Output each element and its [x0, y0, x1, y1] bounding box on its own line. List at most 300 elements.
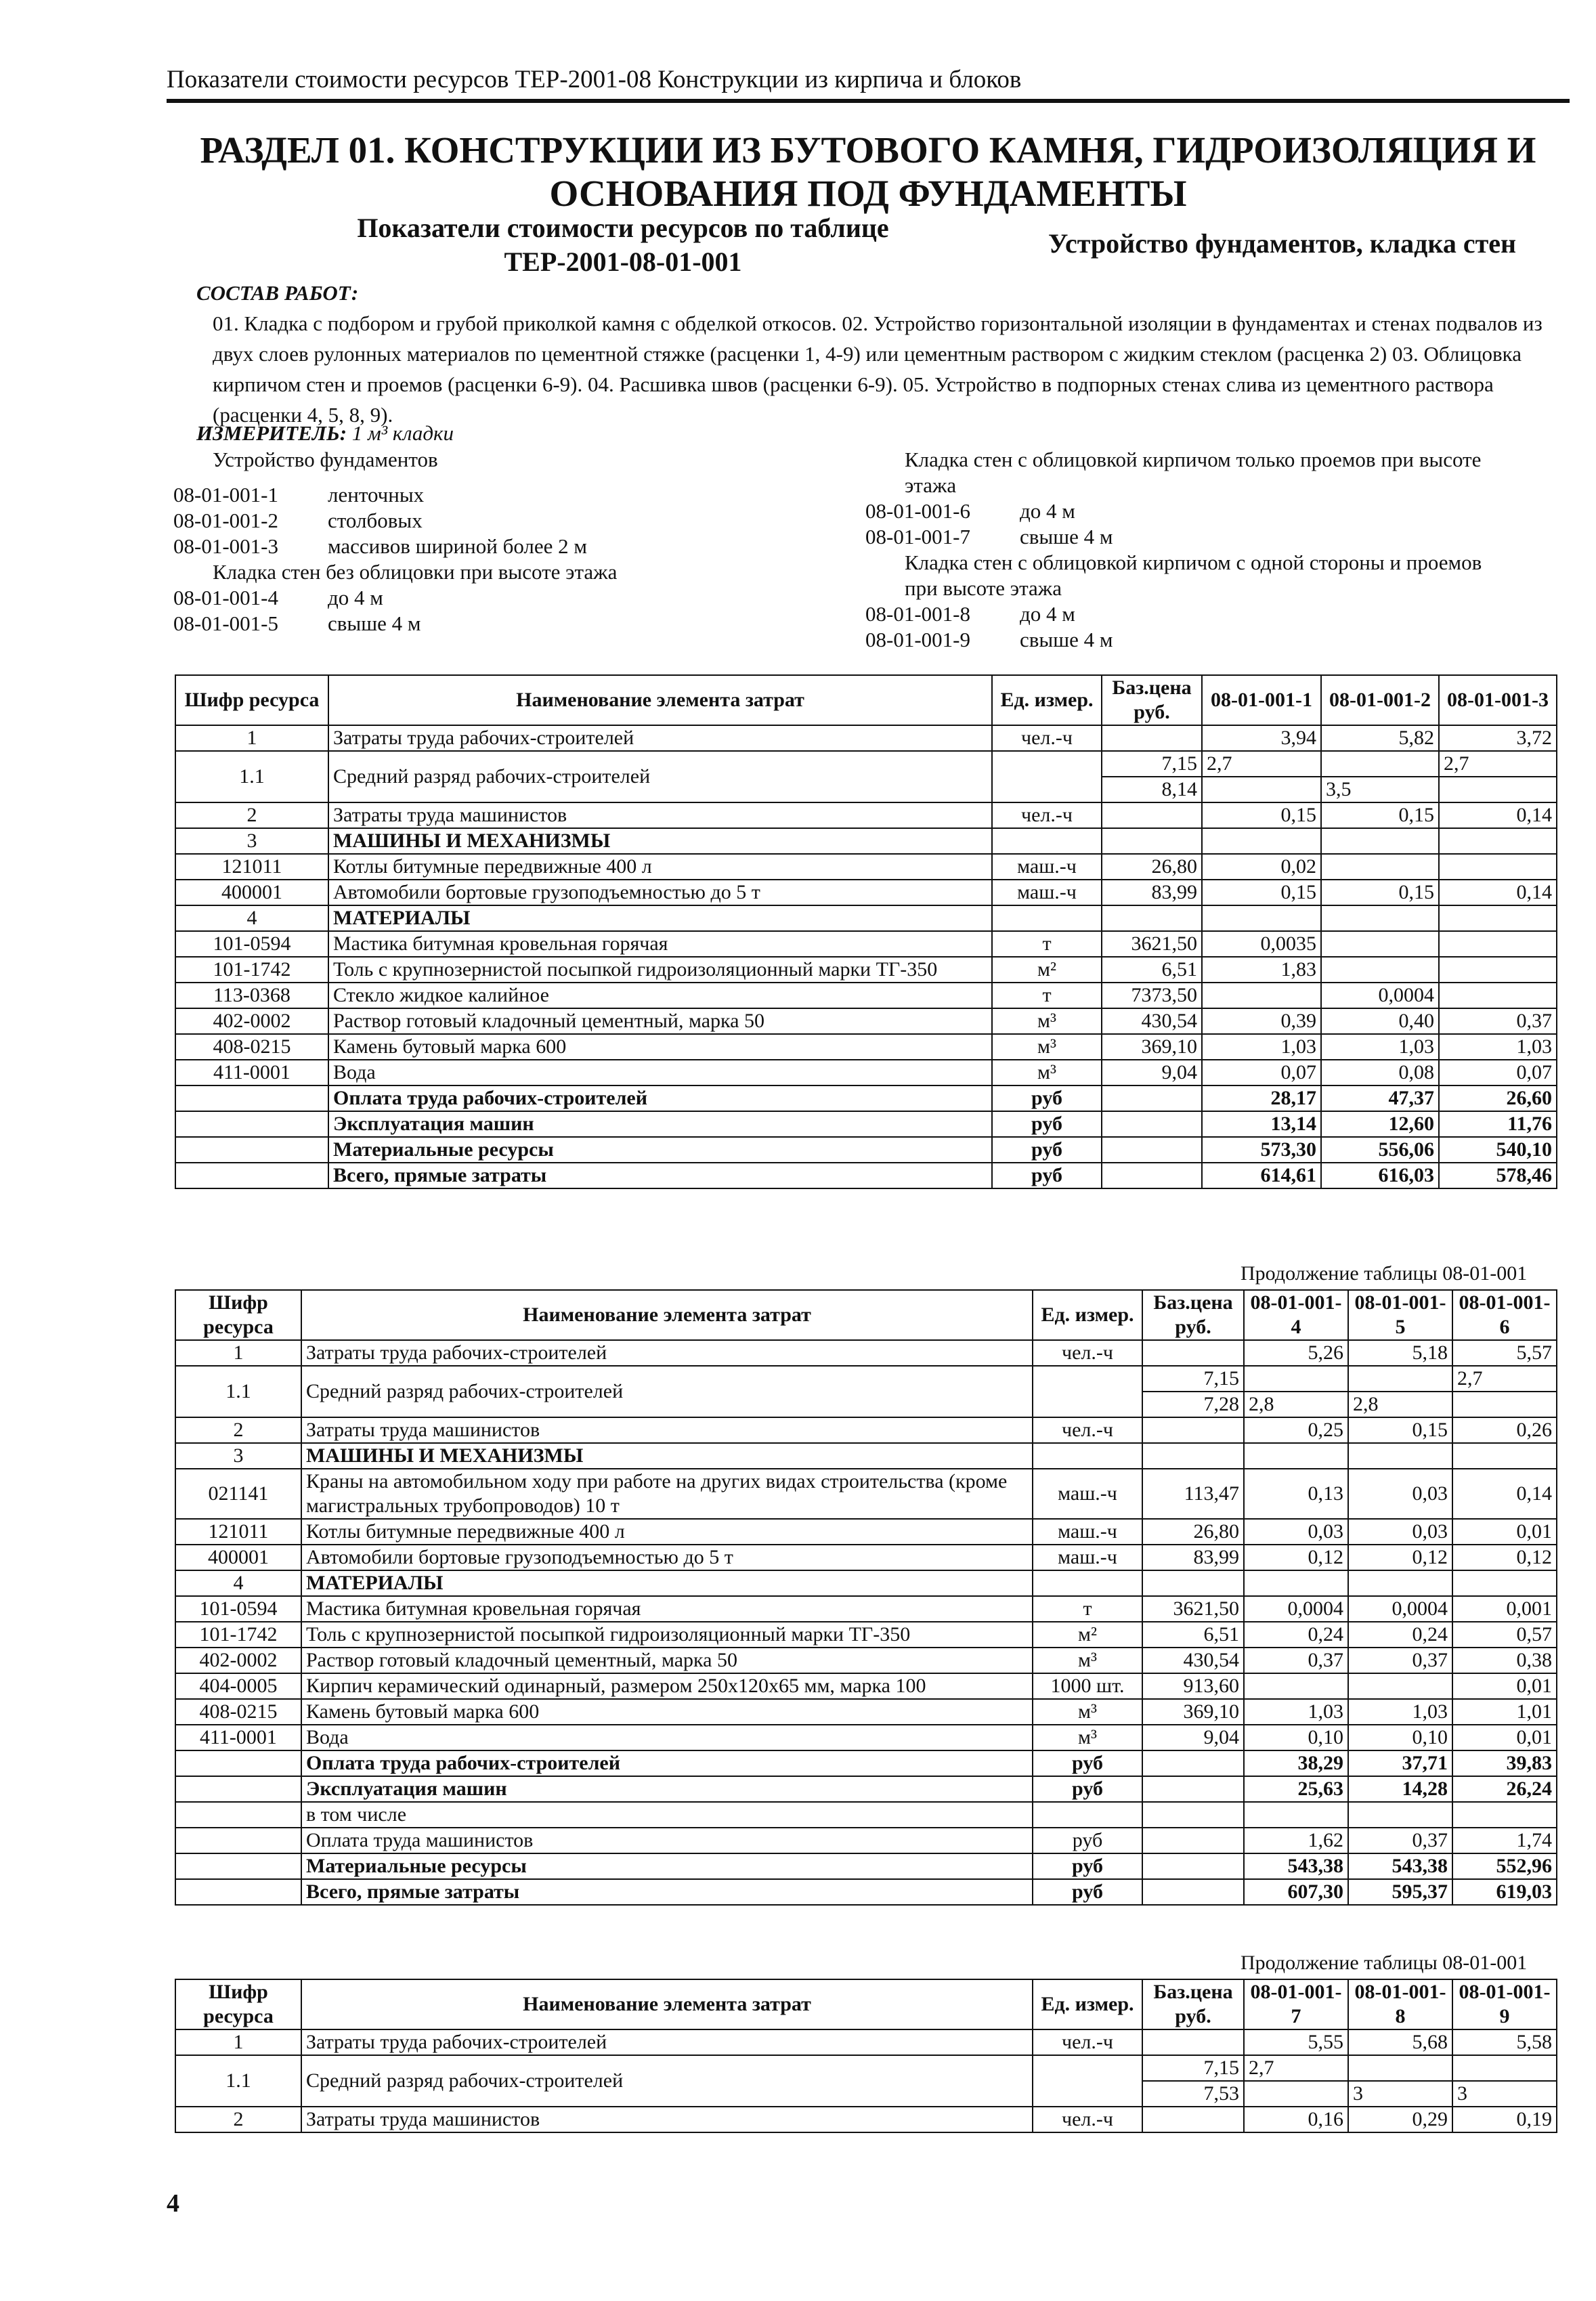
rate-value: 556,06	[1321, 1137, 1439, 1163]
base-price	[1142, 2107, 1244, 2132]
resource-unit: т	[992, 931, 1102, 957]
resource-code: 404-0005	[175, 1673, 301, 1699]
resource-name: Средний разряд рабочих-строителей	[301, 1366, 1033, 1417]
rate-code: 08-01-001-1	[173, 483, 278, 507]
table-row	[175, 1469, 1557, 1519]
resource-unit: т	[992, 983, 1102, 1008]
rate-value: 0,03	[1348, 1469, 1452, 1519]
base-price	[1142, 2029, 1244, 2055]
total-row	[175, 1163, 1557, 1188]
resource-unit: маш.-ч	[1033, 1545, 1142, 1570]
col-header-rate: 08-01-001-3	[1439, 675, 1557, 725]
rate-value: 1,74	[1452, 1828, 1557, 1853]
empty-cell	[1439, 905, 1557, 931]
resource-code: 101-1742	[175, 957, 328, 983]
table-row	[175, 725, 1557, 751]
rate-value: 0,15	[1321, 802, 1439, 828]
col-header-unit: Ед. измер.	[1033, 1290, 1142, 1340]
rate-value: 47,37	[1321, 1085, 1439, 1111]
rate-value: 0,15	[1202, 880, 1321, 905]
rate-value	[1439, 931, 1557, 957]
table-row	[175, 854, 1557, 880]
resource-name: Затраты труда машинистов	[301, 1417, 1033, 1443]
rate-value: 614,61	[1202, 1163, 1321, 1188]
rate-value	[1321, 854, 1439, 880]
table-row	[175, 1519, 1557, 1545]
rate-value: 540,10	[1439, 1137, 1557, 1163]
rate-value: 616,03	[1321, 1163, 1439, 1188]
rate-code: 08-01-001-2	[173, 509, 278, 532]
total-row	[175, 1137, 1557, 1163]
base-price	[1142, 1828, 1244, 1853]
rate-value: 5,55	[1244, 2029, 1348, 2055]
base-price: 3621,50	[1142, 1596, 1244, 1622]
rate-item	[173, 534, 850, 559]
resource-unit: м²	[1033, 1622, 1142, 1648]
base-price: 6,51	[1102, 957, 1202, 983]
rate-value: 0,0035	[1202, 931, 1321, 957]
table-row	[175, 1417, 1557, 1443]
table-row	[175, 802, 1557, 828]
rate-value	[1452, 1392, 1557, 1417]
base-price: 7,53	[1142, 2081, 1244, 2107]
col-header-rate: 08-01-001-9	[1452, 1979, 1557, 2029]
resource-name: Средний разряд рабочих-строителей	[328, 751, 992, 802]
rate-value: 0,10	[1244, 1725, 1348, 1750]
base-price	[1142, 1802, 1244, 1828]
resource-name: Стекло жидкое калийное	[328, 983, 992, 1008]
empty-cell	[1439, 828, 1557, 854]
rate-value: 0,12	[1244, 1545, 1348, 1570]
rate-value: 3,94	[1202, 725, 1321, 751]
rate-description: до 4 м	[328, 586, 383, 609]
resource-unit: руб	[1033, 1750, 1142, 1776]
resource-name: Затраты труда рабочих-строителей	[328, 725, 992, 751]
rate-value	[1452, 2055, 1557, 2081]
base-price: 7,15	[1142, 2055, 1244, 2081]
resource-code	[175, 1137, 328, 1163]
table-row	[175, 1648, 1557, 1673]
empty-cell	[1202, 828, 1321, 854]
resource-unit: руб	[992, 1137, 1102, 1163]
empty-cell	[992, 828, 1102, 854]
base-price: 7,28	[1142, 1392, 1244, 1417]
rate-value: 28,17	[1202, 1085, 1321, 1111]
col-header-rate: 08-01-001-8	[1348, 1979, 1452, 2029]
rate-value	[1202, 983, 1321, 1008]
empty-cell	[1244, 1443, 1348, 1469]
base-price	[1142, 1879, 1244, 1905]
resource-code	[175, 1802, 301, 1828]
rate-item	[173, 508, 850, 534]
resource-code: 1.1	[175, 1366, 301, 1417]
rate-value: 1,83	[1202, 957, 1321, 983]
resource-code: 121011	[175, 854, 328, 880]
rate-value: 0,29	[1348, 2107, 1452, 2132]
resource-unit: руб	[1033, 1776, 1142, 1802]
rate-item	[173, 585, 850, 611]
rates-group-header: Кладка стен с облицовкой кирпичом с одной стороны и проемов при высоте этажа	[905, 551, 1482, 600]
rate-code: 08-01-001-5	[173, 611, 278, 635]
col-header-name: Наименование элемента затрат	[301, 1979, 1033, 2029]
col-header-unit: Ед. измер.	[992, 675, 1102, 725]
resource-code	[175, 1828, 301, 1853]
rate-value: 0,01	[1452, 1519, 1557, 1545]
resource-unit: м³	[1033, 1699, 1142, 1725]
resource-unit	[1033, 2055, 1142, 2107]
rate-description: до 4 м	[1020, 602, 1075, 626]
rate-value: 1,62	[1244, 1828, 1348, 1853]
table-row	[175, 1622, 1557, 1648]
total-row	[175, 1853, 1557, 1879]
col-header-code: Шифр ресурса	[175, 675, 328, 725]
rate-value: 26,60	[1439, 1085, 1557, 1111]
resource-name: Мастика битумная кровельная горячая	[301, 1596, 1033, 1622]
rate-value: 0,14	[1439, 880, 1557, 905]
col-header-rate: 08-01-001-5	[1348, 1290, 1452, 1340]
rate-value: 1,03	[1202, 1034, 1321, 1060]
col-header-code: Шифр ресурса	[175, 1290, 301, 1340]
total-row	[175, 1085, 1557, 1111]
rate-value: 0,40	[1321, 1008, 1439, 1034]
rate-value: 619,03	[1452, 1879, 1557, 1905]
rate-value	[1439, 983, 1557, 1008]
resource-code: 408-0215	[175, 1699, 301, 1725]
rate-value: 3,5	[1321, 777, 1439, 802]
base-price: 430,54	[1102, 1008, 1202, 1034]
rate-value: 0,07	[1202, 1060, 1321, 1085]
empty-cell	[1142, 1570, 1244, 1596]
resource-table-1	[175, 674, 1557, 1189]
resource-name: в том числе	[301, 1802, 1033, 1828]
rate-value: 0,07	[1439, 1060, 1557, 1085]
resource-code: 1	[175, 2029, 301, 2055]
rate-description: до 4 м	[1020, 499, 1075, 523]
base-price: 7,15	[1142, 1366, 1244, 1392]
rate-value: 2,7	[1439, 751, 1557, 777]
rate-value: 0,03	[1244, 1519, 1348, 1545]
rate-value: 2,7	[1202, 751, 1321, 777]
table-row	[175, 1802, 1557, 1828]
rate-value: 0,26	[1452, 1417, 1557, 1443]
resource-code: 121011	[175, 1519, 301, 1545]
col-header-rate: 08-01-001-6	[1452, 1290, 1557, 1340]
rate-value: 3	[1452, 2081, 1557, 2107]
rate-value: 543,38	[1348, 1853, 1452, 1879]
resource-code: 408-0215	[175, 1034, 328, 1060]
table-topic: Устройство фундаментов, кладка стен	[1048, 228, 1517, 259]
resource-code	[175, 1111, 328, 1137]
base-price: 7373,50	[1102, 983, 1202, 1008]
work-composition-text: 01. Кладка с подбором и грубой приколкой камня с обделкой откосов. 02. Устройство горизонтальной изоляции в фундаментах и стенах подвалов из двух слоев рулонных материалов по цементной стяжке (расценки 1, 4-9) или цементным раствором с жидким стеклом (расценка 2) 03. Облицовка кирпичом стен и проемов (расценки 6-9). 04. Расшивка швов (расценки 6-9). 05. Устройство в подпорных стенах слива из цементного раствора (расценки 4, 5, 8, 9).	[213, 311, 1543, 427]
rate-value	[1348, 1673, 1452, 1699]
resource-code: 1.1	[175, 751, 328, 802]
section-row	[175, 905, 1557, 931]
rate-value: 0,39	[1202, 1008, 1321, 1034]
rate-value: 0,15	[1348, 1417, 1452, 1443]
resource-name: Камень бутовый марка 600	[301, 1699, 1033, 1725]
table-row	[175, 2055, 1557, 2081]
rate-value: 0,16	[1244, 2107, 1348, 2132]
rate-value	[1348, 1366, 1452, 1392]
rate-value: 0,24	[1348, 1622, 1452, 1648]
resource-unit: м²	[992, 957, 1102, 983]
rate-code: 08-01-001-7	[865, 525, 970, 549]
col-header-price: Баз.цена руб.	[1142, 1290, 1244, 1340]
section-name: МАТЕРИАЛЫ	[328, 905, 992, 931]
base-price: 9,04	[1142, 1725, 1244, 1750]
table-row	[175, 957, 1557, 983]
rate-value: 0,37	[1439, 1008, 1557, 1034]
resource-name: Камень бутовый марка 600	[328, 1034, 992, 1060]
measurement-unit-label: ИЗМЕРИТЕЛЬ:	[196, 421, 347, 445]
base-price	[1102, 1111, 1202, 1137]
rate-value: 0,19	[1452, 2107, 1557, 2132]
rates-list-left	[173, 447, 850, 637]
resource-code: 113-0368	[175, 983, 328, 1008]
empty-cell	[1033, 1443, 1142, 1469]
work-composition-label: СОСТАВ РАБОТ:	[196, 281, 359, 305]
base-price	[1142, 1853, 1244, 1879]
table-row	[175, 1366, 1557, 1392]
rate-value: 0,01	[1452, 1725, 1557, 1750]
empty-cell	[1348, 1443, 1452, 1469]
rate-value: 0,001	[1452, 1596, 1557, 1622]
base-price: 913,60	[1142, 1673, 1244, 1699]
resource-code: 1	[175, 1340, 301, 1366]
table-row	[175, 1545, 1557, 1570]
resource-name: Вода	[301, 1725, 1033, 1750]
resource-unit: маш.-ч	[992, 854, 1102, 880]
resource-unit: руб	[992, 1085, 1102, 1111]
table-row	[175, 1828, 1557, 1853]
resource-name: Раствор готовый кладочный цементный, марка 50	[301, 1648, 1033, 1673]
resource-unit	[1033, 1366, 1142, 1417]
base-price	[1142, 1750, 1244, 1776]
col-header-unit: Ед. измер.	[1033, 1979, 1142, 2029]
running-head: Показатели стоимости ресурсов ТЕР-2001-08 Конструкции из кирпича и блоков	[167, 66, 1022, 93]
resource-name: Оплата труда рабочих-строителей	[301, 1750, 1033, 1776]
base-price: 26,80	[1102, 854, 1202, 880]
rate-value: 0,12	[1452, 1545, 1557, 1570]
resource-code	[175, 1853, 301, 1879]
base-price	[1102, 802, 1202, 828]
resource-unit: руб	[1033, 1879, 1142, 1905]
rate-value: 5,82	[1321, 725, 1439, 751]
base-price: 369,10	[1142, 1699, 1244, 1725]
rate-value: 0,37	[1244, 1648, 1348, 1673]
resource-name: Всего, прямые затраты	[301, 1879, 1033, 1905]
resource-name: Котлы битумные передвижные 400 л	[301, 1519, 1033, 1545]
resource-unit: чел.-ч	[1033, 1417, 1142, 1443]
rate-value: 0,13	[1244, 1469, 1348, 1519]
rate-value: 0,37	[1348, 1648, 1452, 1673]
resource-code: 2	[175, 1417, 301, 1443]
resource-name: Затраты труда машинистов	[301, 2107, 1033, 2132]
resource-unit: м³	[992, 1008, 1102, 1034]
table-row	[175, 751, 1557, 777]
rate-value: 5,68	[1348, 2029, 1452, 2055]
rate-value: 578,46	[1439, 1163, 1557, 1188]
table-row	[175, 1340, 1557, 1366]
empty-cell	[1142, 1443, 1244, 1469]
resource-code: 411-0001	[175, 1725, 301, 1750]
resource-code: 1.1	[175, 2055, 301, 2107]
rate-value: 0,01	[1452, 1673, 1557, 1699]
resource-unit: чел.-ч	[1033, 2107, 1142, 2132]
rates-group-header: Кладка стен с облицовкой кирпичом только проемов при высоте этажа	[905, 448, 1482, 497]
rate-code: 08-01-001-6	[865, 499, 970, 523]
rate-value: 39,83	[1452, 1750, 1557, 1776]
empty-cell	[1452, 1570, 1557, 1596]
rate-value: 2,8	[1348, 1392, 1452, 1417]
col-header-code: Шифр ресурса	[175, 1979, 301, 2029]
rate-value: 0,03	[1348, 1519, 1452, 1545]
table-row	[175, 1596, 1557, 1622]
table-row	[175, 2107, 1557, 2132]
total-row	[175, 1776, 1557, 1802]
col-header-price: Баз.цена руб.	[1102, 675, 1202, 725]
resource-table-3	[175, 1979, 1557, 2133]
base-price: 6,51	[1142, 1622, 1244, 1648]
rate-value: 2,7	[1452, 1366, 1557, 1392]
table-row	[175, 931, 1557, 957]
resource-code: 3	[175, 1443, 301, 1469]
base-price	[1102, 1085, 1202, 1111]
resource-name: Толь с крупнозернистой посыпкой гидроизоляционный марки ТГ-350	[301, 1622, 1033, 1648]
resource-unit	[1033, 1802, 1142, 1828]
rate-value: 0,0004	[1321, 983, 1439, 1008]
base-price: 7,15	[1102, 751, 1202, 777]
total-row	[175, 1111, 1557, 1137]
resource-unit: чел.-ч	[1033, 1340, 1142, 1366]
resource-code: 402-0002	[175, 1008, 328, 1034]
section-name: МАШИНЫ И МЕХАНИЗМЫ	[301, 1443, 1033, 1469]
rate-item	[865, 524, 1488, 550]
section-row	[175, 828, 1557, 854]
resource-name: Оплата труда машинистов	[301, 1828, 1033, 1853]
col-header-name: Наименование элемента затрат	[328, 675, 992, 725]
rate-value: 0,57	[1452, 1622, 1557, 1648]
base-price	[1102, 1137, 1202, 1163]
resource-unit: маш.-ч	[1033, 1469, 1142, 1519]
table-row	[175, 1008, 1557, 1034]
resource-name: Оплата труда рабочих-строителей	[328, 1085, 992, 1111]
resource-unit: руб	[1033, 1828, 1142, 1853]
resource-name: Толь с крупнозернистой посыпкой гидроизоляционный марки ТГ-350	[328, 957, 992, 983]
rates-group-items	[865, 601, 1488, 653]
rate-value: 607,30	[1244, 1879, 1348, 1905]
rate-value: 573,30	[1202, 1137, 1321, 1163]
rate-item	[865, 627, 1488, 653]
rate-value	[1348, 2055, 1452, 2081]
base-price	[1142, 1776, 1244, 1802]
rate-value: 3	[1348, 2081, 1452, 2107]
rates-group-header: Устройство фундаментов	[213, 448, 438, 471]
rate-code: 08-01-001-3	[173, 534, 278, 558]
rates-group-items	[173, 585, 850, 637]
resource-name: Мастика битумная кровельная горячая	[328, 931, 992, 957]
table-subtitle	[318, 211, 928, 279]
rate-value: 543,38	[1244, 1853, 1348, 1879]
resource-name: Затраты труда рабочих-строителей	[301, 2029, 1033, 2055]
empty-cell	[1321, 828, 1439, 854]
base-price	[1102, 725, 1202, 751]
rate-value: 0,15	[1321, 880, 1439, 905]
resource-name: Автомобили бортовые грузоподъемностью до 5 т	[301, 1545, 1033, 1570]
rate-value	[1321, 751, 1439, 777]
col-header-price: Баз.цена руб.	[1142, 1979, 1244, 2029]
rate-description: ленточных	[328, 483, 425, 507]
table-row	[175, 2029, 1557, 2055]
rate-value: 5,18	[1348, 1340, 1452, 1366]
rate-description: свыше 4 м	[328, 611, 421, 635]
rate-value: 2,8	[1244, 1392, 1348, 1417]
resource-name: Кирпич керамический одинарный, размером 250х120х65 мм, марка 100	[301, 1673, 1033, 1699]
empty-cell	[992, 905, 1102, 931]
resource-code: 400001	[175, 1545, 301, 1570]
rate-value: 0,15	[1202, 802, 1321, 828]
col-header-rate: 08-01-001-7	[1244, 1979, 1348, 2029]
resource-unit: руб	[992, 1111, 1102, 1137]
resource-unit: маш.-ч	[1033, 1519, 1142, 1545]
resource-code	[175, 1776, 301, 1802]
table-row	[175, 1725, 1557, 1750]
rates-group-header: Кладка стен без облицовки при высоте этажа	[213, 560, 618, 584]
table-row	[175, 1060, 1557, 1085]
rate-value	[1244, 1673, 1348, 1699]
rate-value: 2,7	[1244, 2055, 1348, 2081]
table-subtitle-line2: ТЕР-2001-08-01-001	[504, 246, 742, 277]
base-price	[1142, 1340, 1244, 1366]
table-subtitle-line1: Показатели стоимости ресурсов по таблице	[357, 213, 889, 243]
base-price: 83,99	[1142, 1545, 1244, 1570]
rates-group-items	[865, 498, 1488, 550]
resource-code	[175, 1163, 328, 1188]
measurement-unit	[196, 421, 454, 446]
header-rule	[167, 99, 1570, 103]
total-row	[175, 1750, 1557, 1776]
empty-cell	[1033, 1570, 1142, 1596]
resource-unit: т	[1033, 1596, 1142, 1622]
rate-value: 11,76	[1439, 1111, 1557, 1137]
resource-name: Затраты труда рабочих-строителей	[301, 1340, 1033, 1366]
rate-value	[1439, 957, 1557, 983]
resource-code: 021141	[175, 1469, 301, 1519]
base-price: 369,10	[1102, 1034, 1202, 1060]
rate-description: массивов шириной более 2 м	[328, 534, 588, 558]
resource-code: 400001	[175, 880, 328, 905]
rate-value: 5,58	[1452, 2029, 1557, 2055]
rate-value: 0,0004	[1348, 1596, 1452, 1622]
rate-value: 3,72	[1439, 725, 1557, 751]
resource-unit: м³	[1033, 1648, 1142, 1673]
base-price	[1102, 1163, 1202, 1188]
section-name: МАШИНЫ И МЕХАНИЗМЫ	[328, 828, 992, 854]
resource-code: 402-0002	[175, 1648, 301, 1673]
rate-description: свыше 4 м	[1020, 525, 1113, 549]
rate-value: 1,03	[1244, 1699, 1348, 1725]
rate-value: 0,08	[1321, 1060, 1439, 1085]
rate-value: 0,37	[1348, 1828, 1452, 1853]
rate-item	[865, 498, 1488, 524]
base-price: 113,47	[1142, 1469, 1244, 1519]
resource-code: 1	[175, 725, 328, 751]
rate-value: 14,28	[1348, 1776, 1452, 1802]
resource-code	[175, 1750, 301, 1776]
section-title: РАЗДЕЛ 01. КОНСТРУКЦИИ ИЗ БУТОВОГО КАМНЯ, ГИДРОИЗОЛЯЦИЯ И ОСНОВАНИЯ ПОД ФУНДАМЕНТЫ	[200, 129, 1536, 214]
resource-code	[175, 1085, 328, 1111]
